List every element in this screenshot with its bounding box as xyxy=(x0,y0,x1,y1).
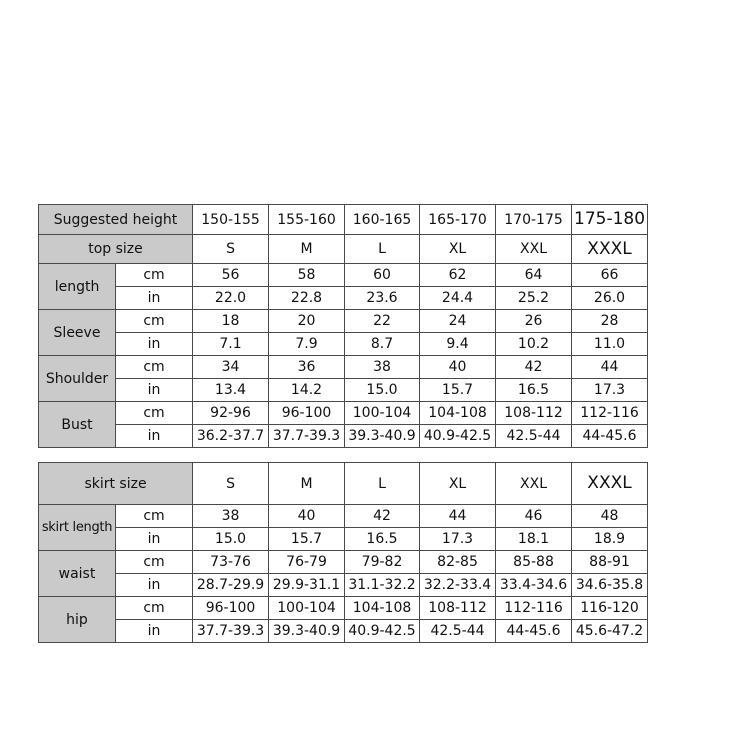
unit-cell: cm xyxy=(116,310,193,333)
value-cell: 16.5 xyxy=(345,528,420,551)
value-cell: 60 xyxy=(345,264,420,287)
value-cell: 7.9 xyxy=(269,333,345,356)
value-cell: 18 xyxy=(193,310,269,333)
value-cell: 13.4 xyxy=(193,379,269,402)
size-cell: XXL xyxy=(496,463,572,505)
value-cell: 108-112 xyxy=(496,402,572,425)
value-cell: 100-104 xyxy=(269,597,345,620)
table-row xyxy=(39,597,648,620)
value-cell: 92-96 xyxy=(193,402,269,425)
value-cell: 40.9-42.5 xyxy=(420,425,496,448)
value-cell: 23.6 xyxy=(345,287,420,310)
unit-cell: cm xyxy=(116,551,193,574)
value-cell: 7.1 xyxy=(193,333,269,356)
value-cell: 17.3 xyxy=(420,528,496,551)
table-row xyxy=(39,620,648,643)
value-cell: 18.1 xyxy=(496,528,572,551)
value-cell: 64 xyxy=(496,264,572,287)
value-cell: 38 xyxy=(345,356,420,379)
table-row xyxy=(39,528,648,551)
value-cell: 15.0 xyxy=(193,528,269,551)
size-cell: XXL xyxy=(496,235,572,264)
value-cell: 76-79 xyxy=(269,551,345,574)
value-cell: 34.6-35.8 xyxy=(572,574,648,597)
measurement-label: waist xyxy=(39,551,116,597)
table-row xyxy=(39,402,648,425)
unit-cell: cm xyxy=(116,264,193,287)
measurement-label: skirt length xyxy=(39,505,116,551)
size-cell: XXXL xyxy=(572,235,648,264)
skirt-size-row xyxy=(39,463,648,505)
value-cell: 15.7 xyxy=(420,379,496,402)
value-cell: 96-100 xyxy=(193,597,269,620)
value-cell: 15.7 xyxy=(269,528,345,551)
table-row xyxy=(39,333,648,356)
table-row xyxy=(39,264,648,287)
value-cell: 28 xyxy=(572,310,648,333)
value-cell: 44 xyxy=(420,505,496,528)
table-row xyxy=(39,574,648,597)
value-cell: 88-91 xyxy=(572,551,648,574)
value-cell: 104-108 xyxy=(420,402,496,425)
top-size-label: top size xyxy=(39,235,193,264)
size-cell: S xyxy=(193,235,269,264)
value-cell: 16.5 xyxy=(496,379,572,402)
unit-cell: in xyxy=(116,620,193,643)
table-row xyxy=(39,551,648,574)
value-cell: 26.0 xyxy=(572,287,648,310)
value-cell: 85-88 xyxy=(496,551,572,574)
size-cell: S xyxy=(193,463,269,505)
value-cell: 14.2 xyxy=(269,379,345,402)
value-cell: 104-108 xyxy=(345,597,420,620)
height-cell: 155-160 xyxy=(269,205,345,235)
value-cell: 22 xyxy=(345,310,420,333)
value-cell: 42 xyxy=(496,356,572,379)
value-cell: 26 xyxy=(496,310,572,333)
table-row xyxy=(39,425,648,448)
value-cell: 15.0 xyxy=(345,379,420,402)
skirt-size-label: skirt size xyxy=(39,463,193,505)
value-cell: 11.0 xyxy=(572,333,648,356)
height-cell: 150-155 xyxy=(193,205,269,235)
unit-cell: cm xyxy=(116,356,193,379)
value-cell: 18.9 xyxy=(572,528,648,551)
height-cell: 170-175 xyxy=(496,205,572,235)
size-cell: M xyxy=(269,463,345,505)
top-size-row xyxy=(39,235,648,264)
value-cell: 40 xyxy=(420,356,496,379)
value-cell: 42.5-44 xyxy=(420,620,496,643)
value-cell: 112-116 xyxy=(496,597,572,620)
value-cell: 20 xyxy=(269,310,345,333)
size-cell: L xyxy=(345,235,420,264)
unit-cell: in xyxy=(116,333,193,356)
measurement-label: Sleeve xyxy=(39,310,116,356)
value-cell: 9.4 xyxy=(420,333,496,356)
unit-cell: in xyxy=(116,574,193,597)
value-cell: 116-120 xyxy=(572,597,648,620)
height-header-row xyxy=(39,205,648,235)
value-cell: 40.9-42.5 xyxy=(345,620,420,643)
value-cell: 73-76 xyxy=(193,551,269,574)
value-cell: 40 xyxy=(269,505,345,528)
value-cell: 44-45.6 xyxy=(496,620,572,643)
value-cell: 31.1-32.2 xyxy=(345,574,420,597)
size-cell: XXXL xyxy=(572,463,648,505)
measurement-label: length xyxy=(39,264,116,310)
unit-cell: in xyxy=(116,528,193,551)
unit-cell: in xyxy=(116,425,193,448)
value-cell: 112-116 xyxy=(572,402,648,425)
value-cell: 108-112 xyxy=(420,597,496,620)
table-row xyxy=(39,505,648,528)
value-cell: 56 xyxy=(193,264,269,287)
value-cell: 48 xyxy=(572,505,648,528)
value-cell: 46 xyxy=(496,505,572,528)
value-cell: 44-45.6 xyxy=(572,425,648,448)
value-cell: 36 xyxy=(269,356,345,379)
size-cell: M xyxy=(269,235,345,264)
height-cell: 165-170 xyxy=(420,205,496,235)
size-cell: L xyxy=(345,463,420,505)
size-cell: XL xyxy=(420,235,496,264)
measurement-label: Bust xyxy=(39,402,116,448)
value-cell: 24 xyxy=(420,310,496,333)
value-cell: 37.7-39.3 xyxy=(269,425,345,448)
unit-cell: cm xyxy=(116,402,193,425)
value-cell: 96-100 xyxy=(269,402,345,425)
value-cell: 100-104 xyxy=(345,402,420,425)
value-cell: 32.2-33.4 xyxy=(420,574,496,597)
size-cell: XL xyxy=(420,463,496,505)
value-cell: 8.7 xyxy=(345,333,420,356)
value-cell: 24.4 xyxy=(420,287,496,310)
measurement-label: hip xyxy=(39,597,116,643)
value-cell: 62 xyxy=(420,264,496,287)
value-cell: 45.6-47.2 xyxy=(572,620,648,643)
table-row xyxy=(39,356,648,379)
suggested-height-label: Suggested height xyxy=(39,205,193,235)
unit-cell: in xyxy=(116,379,193,402)
value-cell: 28.7-29.9 xyxy=(193,574,269,597)
value-cell: 10.2 xyxy=(496,333,572,356)
value-cell: 82-85 xyxy=(420,551,496,574)
table-row xyxy=(39,287,648,310)
value-cell: 44 xyxy=(572,356,648,379)
value-cell: 25.2 xyxy=(496,287,572,310)
value-cell: 38 xyxy=(193,505,269,528)
value-cell: 66 xyxy=(572,264,648,287)
value-cell: 79-82 xyxy=(345,551,420,574)
value-cell: 42 xyxy=(345,505,420,528)
value-cell: 58 xyxy=(269,264,345,287)
value-cell: 33.4-34.6 xyxy=(496,574,572,597)
table-row xyxy=(39,379,648,402)
value-cell: 37.7-39.3 xyxy=(193,620,269,643)
value-cell: 39.3-40.9 xyxy=(269,620,345,643)
value-cell: 22.0 xyxy=(193,287,269,310)
value-cell: 39.3-40.9 xyxy=(345,425,420,448)
value-cell: 42.5-44 xyxy=(496,425,572,448)
measurement-label: Shoulder xyxy=(39,356,116,402)
value-cell: 17.3 xyxy=(572,379,648,402)
unit-cell: in xyxy=(116,287,193,310)
unit-cell: cm xyxy=(116,597,193,620)
table-row xyxy=(39,310,648,333)
value-cell: 34 xyxy=(193,356,269,379)
top-size-table xyxy=(38,204,648,448)
value-cell: 36.2-37.7 xyxy=(193,425,269,448)
height-cell: 160-165 xyxy=(345,205,420,235)
value-cell: 29.9-31.1 xyxy=(269,574,345,597)
skirt-size-table xyxy=(38,462,648,643)
height-cell: 175-180 xyxy=(572,205,648,235)
value-cell: 22.8 xyxy=(269,287,345,310)
unit-cell: cm xyxy=(116,505,193,528)
